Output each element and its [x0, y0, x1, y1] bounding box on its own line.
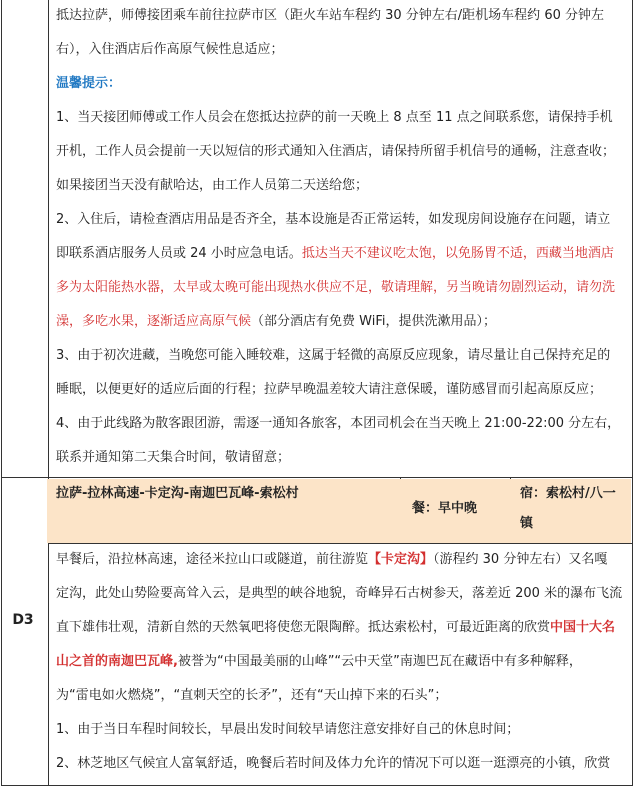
day-column — [2, 0, 49, 786]
attraction-name: 【卡定沟】 — [368, 552, 434, 567]
paragraph-line: 右），入住酒店后作高原气候性息适应； — [56, 42, 284, 57]
note-line: 2、林芝地区气候宜人富氧舒适，晚餐后若时间及体力允许的情况下可以逛一逛漂亮的小镇，欣赏 — [56, 756, 611, 771]
highlight-text: 山之首的南迦巴瓦峰, — [56, 654, 178, 669]
row-divider — [2, 477, 632, 478]
tip-line: 3、由于初次进藏，当晚您可能入睡较难，这属于轻微的高原反应现象，请尽量让自己保持充足的 — [56, 348, 611, 363]
day-label: D3 — [12, 612, 34, 628]
tip-line: 2、入住后，请检查酒店用品是否齐全，基本设施是否正常运转，如发现房间设施存在问题，请立 — [56, 212, 611, 227]
tip-line: 联系并通知第二天集合时间，敬请留意； — [56, 450, 291, 465]
stay-label: 宿：索松村/八一 — [520, 486, 616, 501]
paragraph-line — [56, 611, 624, 645]
note-line: 1、由于当日车程时间较长，早晨出发时间较早请您注意安排好自己的休息时间； — [56, 722, 520, 737]
warning-text: 抵达当天不建议吃太饱，以免肠胃不适，西藏当地酒店 — [301, 246, 614, 261]
body-text: 直下雄伟壮观，清新自然的天然氧吧将使您无限陶醉。抵达索松村，可最近距离的欣赏 — [56, 620, 551, 635]
body-text: （游程约 30 分钟左右）又名嘎 — [433, 552, 608, 567]
body-text: 被誉为“中国最美丽的山峰”“云中天堂”南迦巴瓦在藏语中有多种解释， — [177, 654, 582, 669]
tip-line: 1、当天接团师傅或工作人员会在您抵达拉萨的前一天晚上 8 点至 11 点之间联系您，请保持手机 — [56, 110, 613, 125]
route-title: 拉萨-拉林高速-卡定沟-南迦巴瓦峰-索松村 — [56, 486, 299, 501]
tip-line — [56, 305, 624, 339]
tip-text: （部分酒店有免费 WiFi，提供洗漱用品）； — [251, 314, 496, 329]
tip-line: 睡眠，以便更好的适应后面的行程；拉萨早晚温差较大请注意保暖，谨防感冒而引起高原反应； — [56, 382, 603, 397]
tip-text: 即联系酒店服务人员或 24 小时应急电话。 — [56, 246, 302, 261]
tip-line: 4、由于此线路为散客跟团游，需逐一通知各旅客，本团司机会在当天晚上 21:00-22:00 分左右， — [56, 416, 621, 431]
stay-label: 镇 — [520, 516, 534, 531]
body-text: 早餐后，沿拉林高速，途径米拉山口或隧道，前往游览 — [56, 552, 369, 567]
paragraph-line — [56, 645, 624, 679]
warning-text: 多为太阳能热水器，太早或太晚可能出现热水供应不足，敬请理解，另当晚请勿剧烈运动，请勿洗 — [56, 280, 616, 295]
tips-title: 温馨提示： — [56, 76, 122, 91]
paragraph-line — [56, 543, 624, 577]
warning-text: 澡，多吃水果，逐渐适应高原气候 — [56, 314, 252, 329]
tip-line: 开机，工作人员会提前一天以短信的形式通知入住酒店，请保持所留手机信号的通畅，注意查收； — [56, 144, 616, 159]
paragraph-line: 定沟，此处山势险要高耸入云，是典型的峡谷地貌，奇峰异石古树参天，落差近 200 米的瀑布飞流 — [56, 586, 623, 601]
tip-line — [56, 237, 624, 271]
tip-line: 如果接团当天没有献哈达，由工作人员第二天送给您； — [56, 178, 369, 193]
paragraph-line: 为“雷电如火燃烧”，“直刺天空的长矛”，还有“天山掉下来的石头”； — [56, 688, 448, 703]
meals-label: 餐：早中晚 — [412, 501, 478, 516]
paragraph-line: 抵达拉萨，师傅接团乘车前往拉萨市区（距火车站车程约 30 分钟左右/距机场车程约 60 分钟左 — [56, 8, 604, 23]
highlight-text: 中国十大名 — [550, 620, 616, 635]
